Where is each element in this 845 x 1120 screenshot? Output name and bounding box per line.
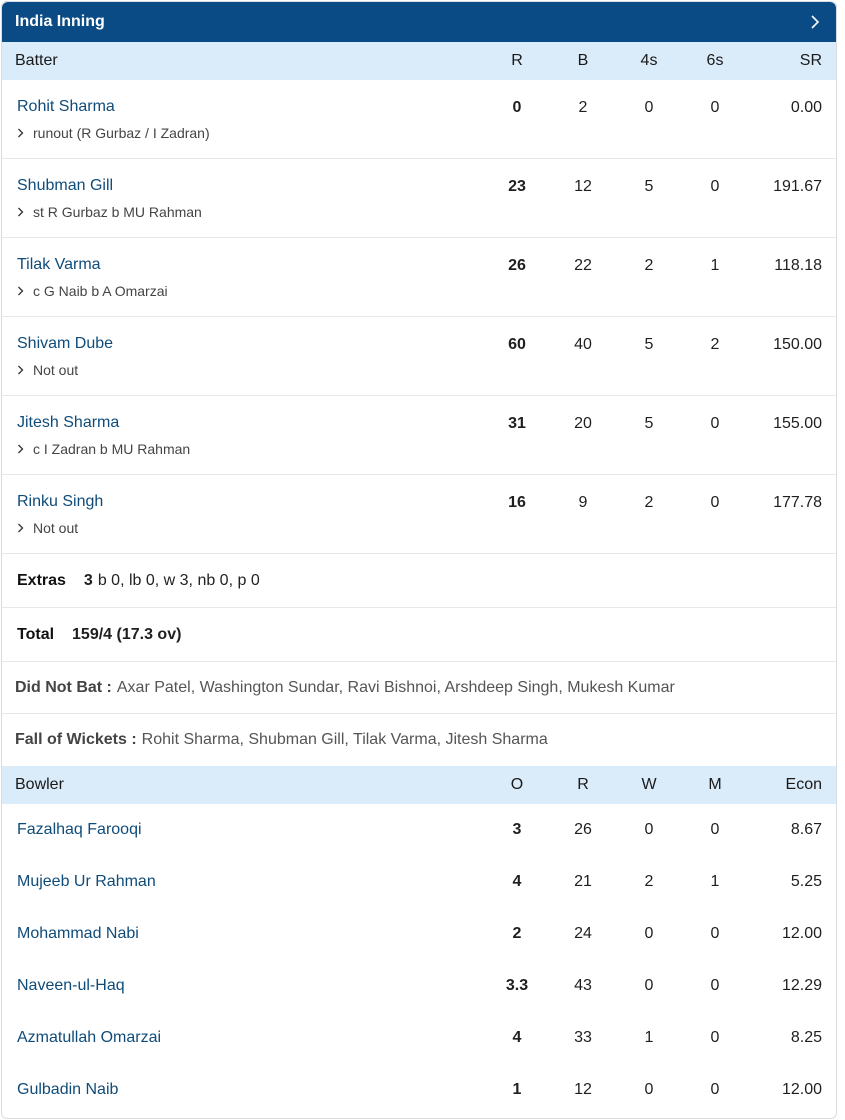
- batter-name-link[interactable]: Rohit Sharma: [17, 98, 115, 115]
- maidens-value: 0: [710, 1029, 720, 1046]
- sixes-value: 0: [710, 415, 720, 432]
- chevron-right-icon: [17, 365, 27, 375]
- batter-stats: [484, 238, 836, 316]
- scorecard-card: [1, 1, 837, 1119]
- bowler-stats: [484, 925, 836, 943]
- balls-value: 2: [578, 99, 588, 116]
- overs-value: 4: [512, 1029, 522, 1046]
- batter-info: [2, 396, 484, 474]
- dismissal-info[interactable]: [17, 361, 484, 379]
- maidens-value: 0: [710, 977, 720, 994]
- bowling-table-header: [2, 766, 836, 804]
- economy-value: 8.25: [790, 1029, 822, 1046]
- economy-value: 5.25: [790, 873, 822, 890]
- overs-value: 4: [512, 873, 522, 890]
- runs-conceded-value: 21: [574, 873, 592, 890]
- overs-value: 1: [512, 1081, 522, 1098]
- runs-value: 31: [508, 415, 526, 432]
- balls-value: 20: [574, 415, 592, 432]
- runs-conceded-value: 26: [574, 821, 592, 838]
- runs-value: 60: [508, 336, 526, 353]
- dismissal-text: Not out: [33, 362, 79, 378]
- runs-conceded-value: 24: [574, 925, 592, 942]
- chevron-right-icon[interactable]: [808, 15, 822, 29]
- sixes-value: 0: [710, 99, 720, 116]
- economy-value: 12.00: [781, 925, 822, 942]
- chevron-right-icon: [17, 523, 27, 533]
- bowling-rows: [2, 804, 836, 1116]
- strike-rate-value: 150.00: [773, 336, 822, 353]
- balls-value: 40: [574, 336, 592, 353]
- batter-name-link[interactable]: Rinku Singh: [17, 493, 104, 510]
- dismissal-info[interactable]: [17, 124, 484, 142]
- wickets-value: 0: [644, 925, 654, 942]
- bowler-name-link[interactable]: Mujeeb Ur Rahman: [17, 873, 156, 890]
- runs-value: 16: [508, 494, 526, 511]
- wickets-value: 1: [644, 1029, 654, 1046]
- chevron-right-icon: [17, 128, 27, 138]
- fours-value: 0: [644, 99, 654, 116]
- batter-stats: [484, 396, 836, 474]
- maidens-column-header: M: [708, 776, 722, 793]
- bowler-stats: [484, 821, 836, 839]
- runs-value: 26: [508, 257, 526, 274]
- bowler-row: [2, 1064, 836, 1116]
- innings-title: India Inning: [15, 13, 105, 30]
- batter-info: [2, 238, 484, 316]
- economy-value: 12.00: [781, 1081, 822, 1098]
- total-value: 159/4 (17.3 ov): [72, 625, 182, 643]
- economy-value: 8.67: [790, 821, 822, 838]
- bowler-stats: [484, 977, 836, 995]
- batter-name-link[interactable]: Tilak Varma: [17, 256, 101, 273]
- extras-row: [2, 554, 836, 608]
- bowler-stats: [484, 1081, 836, 1099]
- batter-stats: [484, 317, 836, 395]
- batter-stats: [484, 475, 836, 553]
- wickets-value: 2: [644, 873, 654, 890]
- did-not-bat-label: Did Not Bat :: [15, 678, 112, 696]
- strike-rate-column-header: SR: [799, 52, 822, 69]
- balls-value: 12: [574, 178, 592, 195]
- bowler-name-link[interactable]: Fazalhaq Farooqi: [17, 821, 142, 838]
- chevron-right-icon: [17, 286, 27, 296]
- strike-rate-value: 0.00: [790, 99, 822, 116]
- dismissal-info[interactable]: [17, 440, 484, 458]
- strike-rate-value: 155.00: [773, 415, 822, 432]
- chevron-right-icon: [17, 444, 27, 454]
- fours-value: 2: [644, 494, 654, 511]
- batter-name-link[interactable]: Shubman Gill: [17, 177, 114, 194]
- bowler-row: [2, 908, 836, 960]
- bowler-name-link[interactable]: Mohammad Nabi: [17, 925, 139, 942]
- overs-value: 2: [512, 925, 522, 942]
- fours-value: 5: [644, 178, 654, 195]
- extras-total: 3: [83, 571, 93, 589]
- runs-column-header: R: [511, 52, 523, 69]
- runs-value: 23: [508, 178, 526, 195]
- runs-conceded-value: 12: [574, 1081, 592, 1098]
- bowler-row: [2, 856, 836, 908]
- batter-column-header: Batter: [15, 52, 58, 69]
- extras-label: Extras: [17, 571, 66, 589]
- batter-info: [2, 475, 484, 553]
- economy-value: 12.29: [781, 977, 822, 994]
- dismissal-text: Not out: [33, 520, 79, 536]
- runs-conceded-value: 33: [574, 1029, 592, 1046]
- batter-stats: [484, 159, 836, 237]
- sixes-value: 1: [710, 257, 720, 274]
- bowler-stats: [484, 1029, 836, 1047]
- runs-conceded-column-header: R: [577, 776, 589, 793]
- chevron-right-icon: [17, 207, 27, 217]
- bowler-stats: [484, 873, 836, 891]
- fall-of-wickets-row: [2, 714, 836, 766]
- strike-rate-value: 118.18: [774, 257, 822, 274]
- fall-of-wickets-label: Fall of Wickets :: [15, 731, 137, 748]
- sixes-value: 2: [710, 336, 720, 353]
- batter-name-link[interactable]: Shivam Dube: [17, 335, 114, 352]
- dismissal-info[interactable]: [17, 203, 484, 221]
- economy-column-header: Econ: [785, 776, 822, 793]
- sixes-column-header: 6s: [706, 52, 724, 69]
- batter-row: [2, 475, 836, 554]
- bowler-column-header: Bowler: [15, 776, 64, 793]
- batter-name-link[interactable]: Jitesh Sharma: [17, 414, 120, 431]
- batter-row: [2, 159, 836, 238]
- maidens-value: 0: [710, 925, 720, 942]
- wickets-value: 0: [644, 1081, 654, 1098]
- fall-of-wickets-players: Rohit Sharma, Shubman Gill, Tilak Varma, Jitesh Sharma: [141, 731, 548, 748]
- bowler-row: [2, 1012, 836, 1064]
- fours-value: 5: [644, 415, 654, 432]
- runs-conceded-value: 43: [574, 977, 592, 994]
- batting-table-header: [2, 42, 836, 80]
- batter-row: [2, 80, 836, 159]
- wickets-value: 0: [644, 977, 654, 994]
- extras-detail: b 0, lb 0, w 3, nb 0, p 0: [97, 571, 260, 589]
- maidens-value: 1: [710, 873, 720, 890]
- dismissal-info[interactable]: [17, 282, 484, 300]
- dismissal-info[interactable]: [17, 519, 484, 537]
- overs-column-header: O: [510, 776, 524, 793]
- bowler-row: [2, 804, 836, 856]
- strike-rate-value: 191.67: [773, 178, 822, 195]
- fours-column-header: 4s: [640, 52, 658, 69]
- bowler-name-link[interactable]: Azmatullah Omarzai: [17, 1029, 162, 1046]
- batter-row: [2, 238, 836, 317]
- dismissal-text: c I Zadran b MU Rahman: [33, 441, 191, 457]
- runs-value: 0: [512, 99, 522, 116]
- bowler-name-link[interactable]: Gulbadin Naib: [17, 1081, 119, 1098]
- fours-value: 2: [644, 257, 654, 274]
- strike-rate-value: 177.78: [773, 494, 822, 511]
- total-label: Total: [17, 625, 55, 643]
- batter-row: [2, 396, 836, 475]
- dismissal-text: c G Naib b A Omarzai: [33, 283, 168, 299]
- sixes-value: 0: [710, 178, 720, 195]
- dismissal-text: st R Gurbaz b MU Rahman: [33, 204, 202, 220]
- batter-info: [2, 317, 484, 395]
- batter-row: [2, 317, 836, 396]
- did-not-bat-row: [2, 662, 836, 714]
- batting-rows: [2, 80, 836, 554]
- batter-stats: [484, 80, 836, 158]
- wickets-value: 0: [644, 821, 654, 838]
- maidens-value: 0: [710, 1081, 720, 1098]
- bowler-name-link[interactable]: Naveen-ul-Haq: [17, 977, 125, 994]
- balls-value: 9: [578, 494, 588, 511]
- total-row: [2, 608, 836, 662]
- balls-value: 22: [574, 257, 592, 274]
- wickets-column-header: W: [641, 776, 657, 793]
- fours-value: 5: [644, 336, 654, 353]
- did-not-bat-players: Axar Patel, Washington Sundar, Ravi Bishnoi, Arshdeep Singh, Mukesh Kumar: [116, 678, 675, 696]
- bowler-row: [2, 960, 836, 1012]
- batter-info: [2, 159, 484, 237]
- balls-column-header: B: [577, 52, 589, 69]
- overs-value: 3.3: [505, 977, 529, 994]
- batter-info: [2, 80, 484, 158]
- overs-value: 3: [512, 821, 522, 838]
- maidens-value: 0: [710, 821, 720, 838]
- dismissal-text: runout (R Gurbaz / I Zadran): [33, 125, 210, 141]
- innings-header[interactable]: [2, 2, 836, 42]
- sixes-value: 0: [710, 494, 720, 511]
